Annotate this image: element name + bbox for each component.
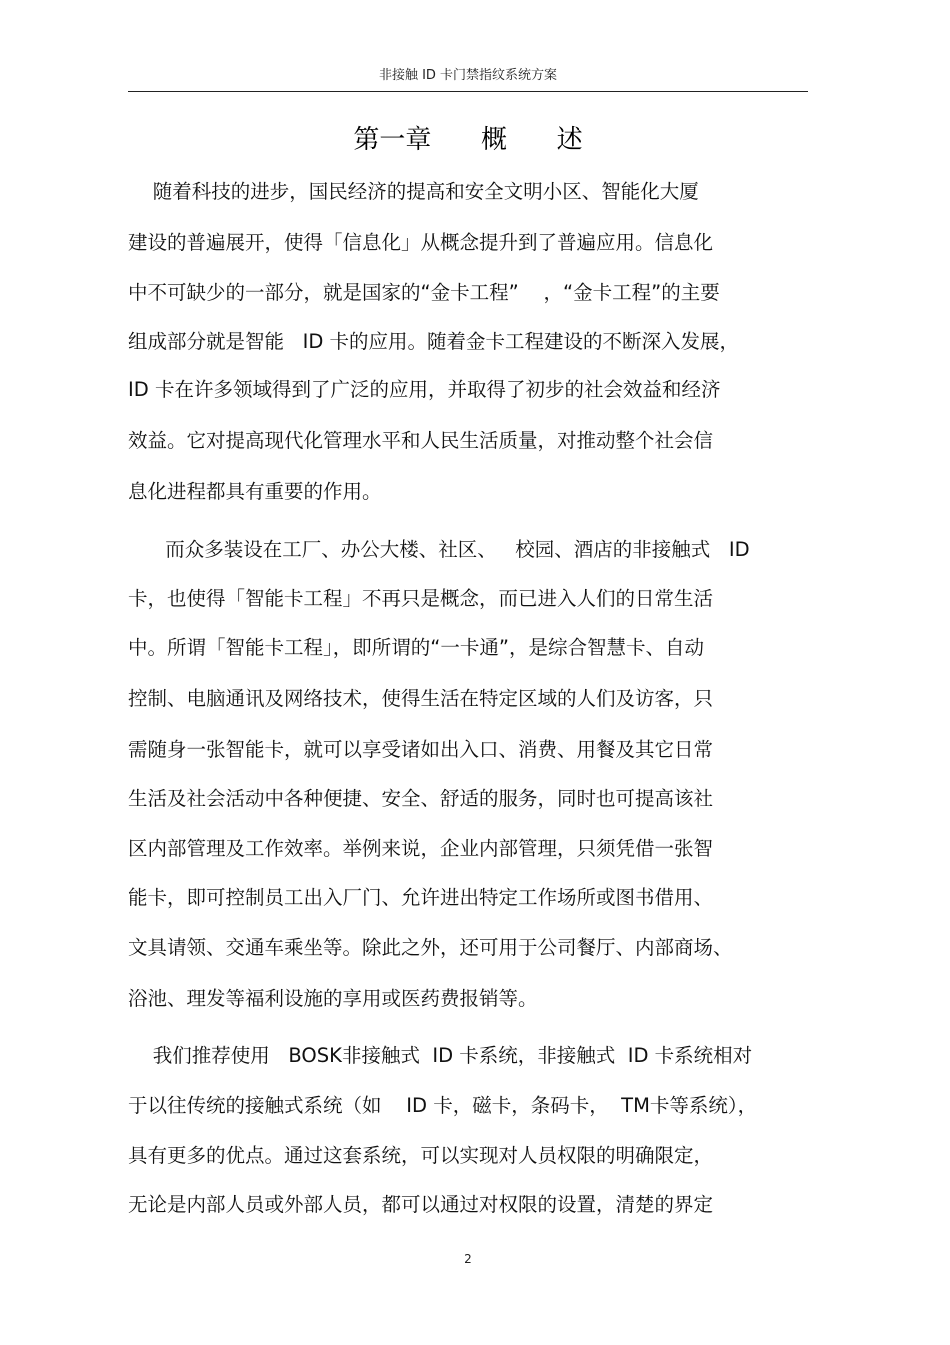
text-line: 具有更多的优点。通过这套系统，可以实现对人员权限的明确限定， bbox=[128, 1144, 714, 1167]
text-line: 生活及社会活动中各种便捷、安全、舒适的服务，同时也可提高该社 bbox=[128, 787, 714, 810]
text-line: 需随身一张智能卡，就可以享受诸如出入口、消费、用餐及其它日常 bbox=[128, 738, 714, 761]
text-line: 中。所谓「智能卡工程」，即所谓的“一卡通”，是综合智慧卡、自动 bbox=[128, 636, 704, 659]
text-line: 组成部分就是智能 ID 卡的应用。随着金卡工程建设的不断深入发展， bbox=[128, 330, 740, 353]
text-line: 随着科技的进步，国民经济的提高和安全文明小区、智能化大厦 bbox=[128, 180, 699, 203]
text-line: 控制、电脑通讯及网络技术，使得生活在特定区域的人们及访客，只 bbox=[128, 687, 714, 710]
text-line: ID 卡在许多领域得到了广泛的应用，并取得了初步的社会效益和经济 bbox=[128, 378, 721, 401]
text-line: 无论是内部人员或外部人员，都可以通过对权限的设置，清楚的界定 bbox=[128, 1193, 714, 1216]
text-line: 建设的普遍展开，使得「信息化」从概念提升到了普遍应用。信息化 bbox=[128, 231, 714, 254]
text-line: 我们推荐使用 BOSK非接触式 ID 卡系统，非接触式 ID 卡系统相对 bbox=[128, 1044, 753, 1067]
page-number: 2 bbox=[464, 1252, 472, 1266]
text-line: 卡，也使得「智能卡工程」不再只是概念，而已进入人们的日常生活 bbox=[128, 587, 714, 610]
text-line: 文具请领、交通车乘坐等。除此之外，还可用于公司餐厅、内部商场、 bbox=[128, 936, 733, 959]
chapter-title: 第一章 概 述 bbox=[353, 125, 583, 155]
text-line: 浴池、理发等福利设施的享用或医药费报销等。 bbox=[128, 987, 538, 1010]
header-rule bbox=[128, 91, 808, 92]
text-line: 于以往传统的接触式系统（如 ID 卡，磁卡，条码卡， TM卡等系统）， bbox=[128, 1094, 758, 1117]
text-line: 区内部管理及工作效率。举例来说，企业内部管理，只须凭借一张智 bbox=[128, 837, 714, 860]
text-line: 息化进程都具有重要的作用。 bbox=[128, 480, 382, 503]
running-header: 非接触 ID 卡门禁指纹系统方案 bbox=[378, 68, 558, 83]
text-line: 而众多装设在工厂、办公大楼、社区、 校园、酒店的非接触式 ID bbox=[128, 538, 750, 561]
text-line: 中不可缺少的一部分，就是国家的“金卡工程” ，“金卡工程”的主要 bbox=[128, 281, 720, 304]
text-line: 能卡，即可控制员工出入厂门、允许进出特定工作场所或图书借用、 bbox=[128, 886, 714, 909]
text-line: 效益。它对提高现代化管理水平和人民生活质量，对推动整个社会信 bbox=[128, 429, 714, 452]
